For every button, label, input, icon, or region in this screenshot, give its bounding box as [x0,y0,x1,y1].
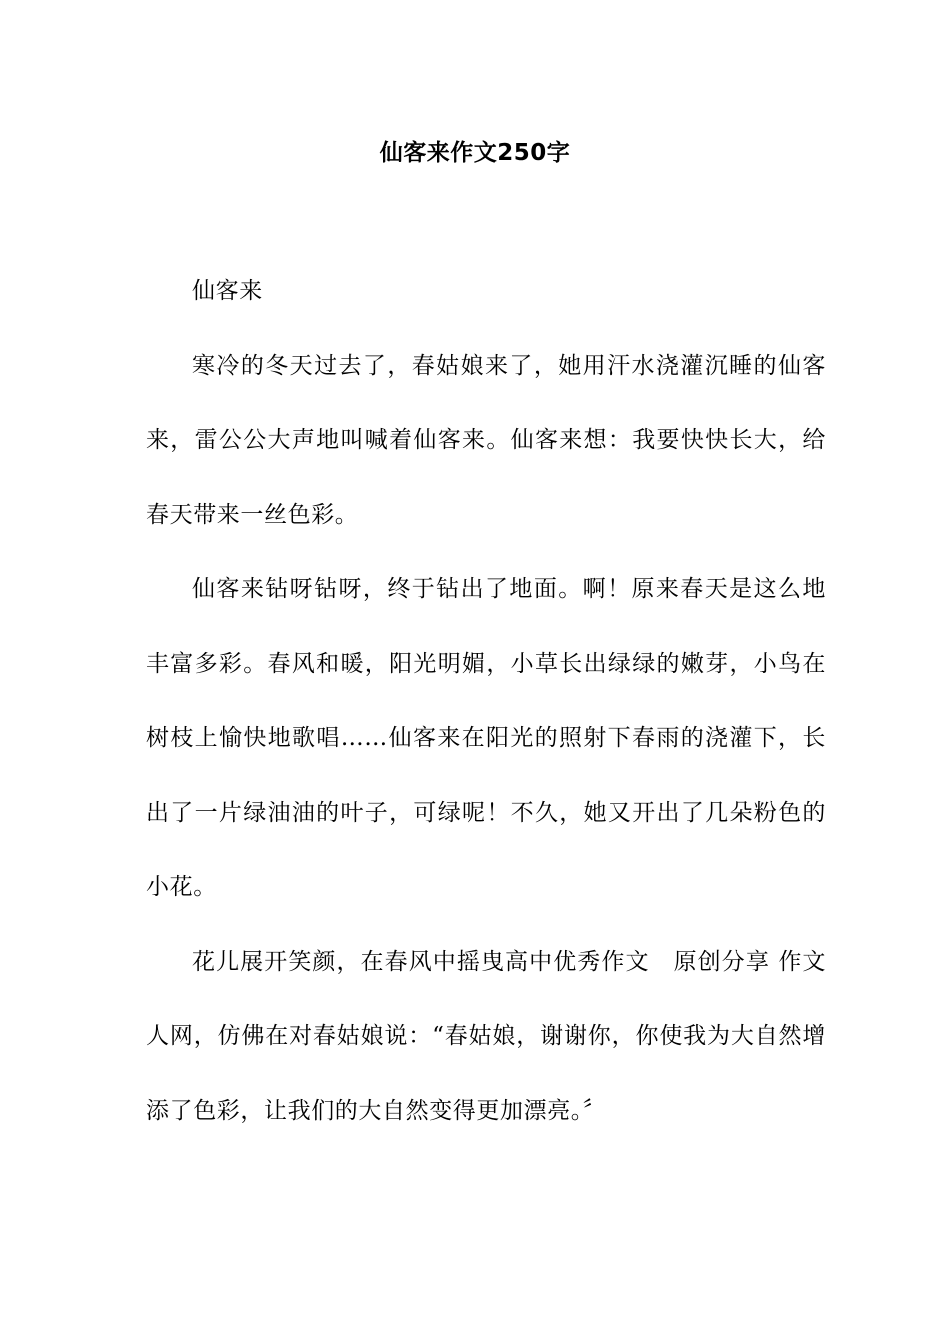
document-title: 仙客来作文250字 [379,140,571,166]
paragraph-heading: 仙客来 [192,278,263,304]
document-body [146,254,826,1148]
paragraph: 仙客来钻呀钻呀，终于钻出了地面。啊！原来春天是这么地丰富多彩。春风和暖，阳光明媚，小草长出绿绿的嫩芽，小鸟在树枝上愉快地歌唱……仙客来在阳光的照射下春雨的浇灌下，长出了一片绿油油的叶子，可绿呢！不久，她又开出了几朵粉色的小花。 [146,576,826,900]
paragraph: 寒冷的冬天过去了，春姑娘来了，她用汗水浇灌沉睡的仙客来，雷公公大声地叫喊着仙客来。仙客来想：我要快快长大，给春天带来一丝色彩。 [146,352,826,528]
paragraph: 花儿展开笑颜，在春风中摇曳高中优秀作文 原创分享 作文人网，仿佛在对春姑娘说：“春姑娘，谢谢你，你使我为大自然增添了色彩，让我们的大自然变得更加漂亮。〞 [146,948,826,1124]
